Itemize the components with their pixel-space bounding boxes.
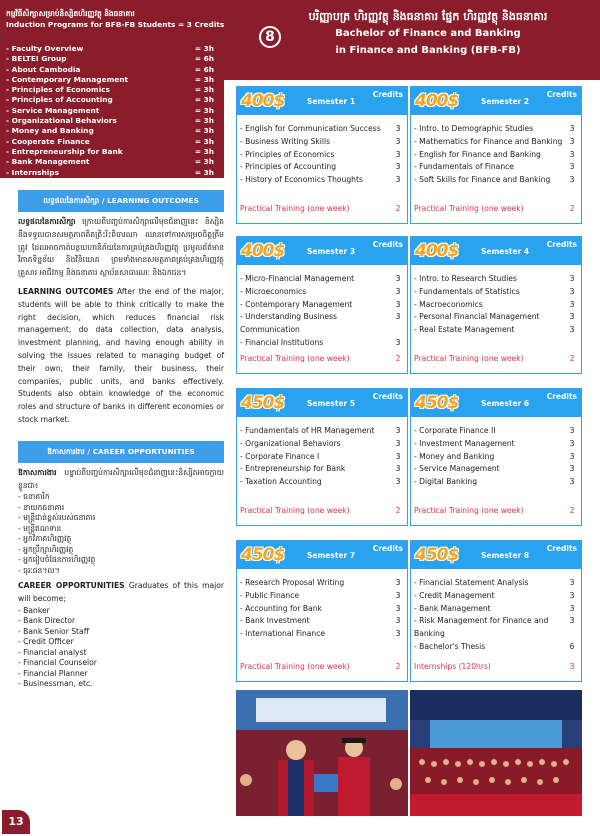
practical-name: Practical Training (one week) bbox=[414, 204, 524, 213]
course-credits: 3 bbox=[395, 590, 401, 600]
learning-outcomes-en bbox=[18, 286, 224, 427]
semester-label: Semester 7 bbox=[307, 550, 356, 560]
course-name: - Bank Investment bbox=[240, 616, 310, 626]
career-en-item: - Credit Officer bbox=[18, 637, 74, 647]
course-row bbox=[240, 337, 405, 350]
practical-name: Practical Training (one week) bbox=[240, 204, 350, 213]
course-row bbox=[240, 438, 405, 451]
semester-label: Semester 2 bbox=[481, 96, 530, 106]
course-row bbox=[240, 273, 405, 286]
credits-header: Credits bbox=[546, 544, 577, 553]
course-credits: 3 bbox=[569, 325, 575, 335]
course-name: - Credit Management bbox=[414, 590, 495, 600]
course-credits: 3 bbox=[395, 477, 401, 487]
induction-title-en: Induction Programs for BFB-FB Students = 3 Credits bbox=[6, 20, 225, 29]
course-credits: 3 bbox=[395, 286, 401, 296]
course-credits: 3 bbox=[395, 162, 401, 172]
course-list bbox=[411, 265, 581, 337]
course-row bbox=[414, 603, 579, 616]
career-kh-item: - អ្នករៀបចំផែនការហិរញ្ញវត្ថុ bbox=[18, 555, 96, 565]
career-kh-item: - មន្ត្រីឥណទាន bbox=[18, 523, 62, 533]
semester-card-7 bbox=[236, 540, 408, 682]
course-credits: 3 bbox=[569, 451, 575, 461]
overview-item-name: - Principles of Accounting bbox=[6, 95, 113, 105]
course-credits: 3 bbox=[569, 477, 575, 487]
course-name: - Accounting for Bank bbox=[240, 603, 322, 613]
course-row bbox=[240, 577, 405, 590]
semester-header bbox=[411, 389, 581, 417]
course-credits: 3 bbox=[395, 175, 401, 185]
credits-header: Credits bbox=[372, 392, 403, 401]
course-credits: 3 bbox=[569, 438, 575, 448]
career-kh-lead: ឱកាសការងារ bbox=[18, 467, 57, 477]
course-credits: 3 bbox=[395, 464, 401, 474]
course-name: - Financial Institutions bbox=[240, 337, 324, 347]
overview-item bbox=[0, 85, 224, 95]
course-credits: 3 bbox=[395, 124, 401, 133]
left-column bbox=[18, 190, 224, 690]
course-credits: 3 bbox=[569, 312, 575, 322]
career-kh-item: - ធនាគារិក bbox=[18, 492, 50, 502]
overview-item-name: - Principles of Economics bbox=[6, 85, 110, 95]
overview-item-hours: = 3h bbox=[194, 167, 214, 177]
course-credits: 3 bbox=[569, 274, 575, 283]
course-credits: 3 bbox=[569, 464, 575, 474]
course-list bbox=[237, 569, 407, 641]
semester-card-4 bbox=[410, 236, 582, 374]
course-credits: 3 bbox=[569, 616, 575, 626]
course-row bbox=[240, 463, 405, 476]
overview-item-name: - Faculty Overview bbox=[6, 44, 84, 53]
course-credits: 3 bbox=[395, 426, 401, 435]
overview-item-hours: = 3h bbox=[194, 95, 214, 105]
course-row bbox=[414, 425, 579, 438]
overview-item-hours: = 3h bbox=[194, 116, 214, 126]
course-name: - Real Estate Management bbox=[414, 325, 515, 335]
overview-item-hours: = 3h bbox=[194, 146, 214, 156]
overview-item-name: - Contemporary Management bbox=[6, 74, 129, 84]
learning-kh-text: ក្រោយពីបញ្ចប់ការសិក្សាលើមុខជំនាញនេះ និស្សិតនឹងទទួលបានសមត្ថភាពគិតត្រិះរិះពិចារណា ឈានទៅការសម្រេចចិត្តត្រឹមត្រូវ ដែលអាចកាត់បន្ថយហានិភ័យនៃការគ្រប់គ្រងហិរញ្ញវត្ថុ ប្រមូលព័ត៌មាន វិភាគទិន្នន័យ និងវិនិយោគ ព្រមទាំងមានសមត្ថភាពគ្រប់គ្រងហិរញ្ញវត្ថុគ្រួសារ អាជីវកម្ម និងធនាគារ ស្ថាប័នសាធារណៈ និងឯកជន។ bbox=[18, 217, 224, 278]
course-credits: 3 bbox=[395, 616, 401, 626]
semester-header bbox=[411, 237, 581, 265]
course-row bbox=[240, 615, 405, 628]
course-row bbox=[240, 136, 405, 149]
course-name: - Bachelor's Thesis bbox=[414, 641, 486, 651]
semester-price: 400$ bbox=[415, 91, 459, 111]
course-credits: 3 bbox=[395, 136, 401, 146]
course-credits: 3 bbox=[395, 274, 401, 283]
course-name: - English for Finance and Banking bbox=[414, 149, 541, 159]
course-name: - English for Communication Success bbox=[240, 124, 381, 133]
overview-item-hours: = 3h bbox=[194, 105, 214, 115]
overview-item-name: - Entrepreneurship for Bank bbox=[6, 146, 123, 156]
course-name: - Service Management bbox=[414, 464, 500, 474]
course-credits: 3 bbox=[569, 299, 575, 309]
course-credits: 3 bbox=[395, 451, 401, 461]
practical-training-row bbox=[240, 662, 405, 671]
semester-card-1 bbox=[236, 86, 408, 224]
career-en-item: - Bank Senior Staff bbox=[18, 626, 89, 636]
overview-item bbox=[0, 106, 224, 116]
course-credits: 3 bbox=[395, 149, 401, 159]
induction-title bbox=[6, 8, 224, 30]
course-name: - Intro. to Research Studies bbox=[414, 274, 517, 283]
credits-header: Credits bbox=[546, 240, 577, 249]
course-row bbox=[414, 438, 579, 451]
course-row bbox=[414, 273, 579, 286]
overview-item bbox=[0, 54, 224, 64]
graduation-ceremony-photo bbox=[236, 690, 408, 816]
course-row bbox=[414, 149, 579, 162]
course-name: - Principles of Accounting bbox=[240, 162, 337, 172]
course-credits: 3 bbox=[569, 590, 575, 600]
page-number: 13 bbox=[2, 810, 30, 834]
career-kh-item: - អ្នកវិភាគហិរញ្ញវត្ថុ bbox=[18, 534, 72, 544]
career-en-lead: CAREER OPPORTUNITIES bbox=[18, 581, 125, 591]
course-row bbox=[240, 590, 405, 603]
course-name: - Research Proposal Writing bbox=[240, 578, 345, 587]
overview-item-hours: = 6h bbox=[194, 64, 214, 74]
program-title bbox=[298, 8, 558, 59]
career-en-item: - Financial Counselor bbox=[18, 658, 97, 668]
course-name: - Fundamentals of HR Management bbox=[240, 426, 375, 435]
overview-item-name: - About Cambodia bbox=[6, 64, 81, 74]
overview-item-name: - Internships bbox=[6, 167, 59, 177]
career-en-intro bbox=[18, 580, 224, 606]
credits-header: Credits bbox=[372, 90, 403, 99]
course-name: - Understanding Business Communication bbox=[240, 312, 338, 335]
course-credits: 3 bbox=[569, 124, 575, 133]
course-name: - Risk Management for Finance and Banking bbox=[414, 616, 549, 639]
course-name: - Principles of Economics bbox=[240, 149, 335, 159]
course-credits: 3 bbox=[569, 149, 575, 159]
credits-header: Credits bbox=[372, 240, 403, 249]
course-row bbox=[240, 476, 405, 489]
course-credits: 3 bbox=[395, 337, 401, 347]
course-credits: 3 bbox=[569, 136, 575, 146]
semester-label: Semester 5 bbox=[307, 398, 356, 408]
credits-header: Credits bbox=[546, 392, 577, 401]
course-row bbox=[414, 463, 579, 476]
overview-item bbox=[0, 168, 224, 178]
course-name: - Fundamentals of Statistics bbox=[414, 286, 520, 296]
overview-item-name: - BELTEI Group bbox=[6, 54, 67, 64]
semester-card-8 bbox=[410, 540, 582, 682]
course-name: - Macroeconomics bbox=[414, 299, 483, 309]
course-credits: 3 bbox=[395, 603, 401, 613]
overview-item-hours: = 6h bbox=[194, 54, 214, 64]
course-list bbox=[237, 265, 407, 350]
course-name: - Investment Management bbox=[414, 438, 515, 448]
overview-item bbox=[0, 126, 224, 136]
course-list bbox=[237, 417, 407, 489]
learning-kh-lead: លទ្ធផលនៃការសិក្សា bbox=[18, 217, 76, 226]
course-name: - Digital Banking bbox=[414, 477, 478, 487]
course-row bbox=[414, 590, 579, 603]
course-name: - Financial Statement Analysis bbox=[414, 578, 529, 587]
course-name: - Fundamentals of Finance bbox=[414, 162, 514, 172]
practical-training-row bbox=[240, 204, 405, 213]
course-row bbox=[414, 476, 579, 489]
overview-item-hours: = 3h bbox=[194, 44, 214, 53]
course-name: - Taxation Accounting bbox=[240, 477, 322, 487]
course-row bbox=[414, 641, 579, 654]
course-list bbox=[237, 115, 407, 187]
induction-title-kh: កម្មវិធីសិក្សាសម្រាប់និស្សិតហិរញ្ញវត្ថុ និងធនាគារ bbox=[6, 9, 135, 18]
practical-credits: 2 bbox=[395, 662, 401, 671]
career-kh-item: - មន្ត្រីជាន់ខ្ពស់របស់ធនាគារ bbox=[18, 513, 96, 523]
practical-name: Internships (120hrs) bbox=[414, 662, 491, 671]
career-kh-text: បន្ទាប់ពីបញ្ចប់ការសិក្សាលើមុខជំនាញនេះនិស្សិតអាចក្លាយខ្លួនជា៖ bbox=[18, 467, 224, 490]
course-row bbox=[240, 286, 405, 299]
course-row bbox=[414, 136, 579, 149]
course-credits: 3 bbox=[569, 286, 575, 296]
career-en-list bbox=[18, 606, 224, 690]
course-list bbox=[411, 417, 581, 489]
practical-training-row bbox=[414, 662, 579, 671]
overview-item-hours: = 3h bbox=[194, 136, 214, 146]
program-number-badge: 8 bbox=[259, 26, 281, 48]
career-kh-intro bbox=[18, 467, 224, 493]
practical-training-row bbox=[240, 354, 405, 363]
practical-training-row bbox=[414, 204, 579, 213]
career-kh-item: - នាយកធនាគារ bbox=[18, 502, 65, 512]
learning-outcomes-title: លទ្ធផលនៃការសិក្សា / LEARNING OUTCOMES bbox=[18, 190, 224, 212]
semester-card-6 bbox=[410, 388, 582, 526]
overview-item bbox=[0, 157, 224, 167]
course-name: - Intro. to Demographic Studies bbox=[414, 124, 534, 133]
semester-header bbox=[237, 237, 407, 265]
semester-price: 450$ bbox=[241, 393, 285, 413]
overview-item-name: - Cooperate Finance bbox=[6, 136, 90, 146]
course-row bbox=[414, 286, 579, 299]
course-credits: 3 bbox=[395, 438, 401, 448]
graduates-group-photo bbox=[410, 690, 582, 816]
career-en-text: Graduates of this major will become; bbox=[18, 581, 224, 604]
course-credits: 3 bbox=[395, 578, 401, 587]
course-row bbox=[240, 425, 405, 438]
course-row bbox=[240, 299, 405, 312]
semester-label: Semester 8 bbox=[481, 550, 530, 560]
course-credits: 3 bbox=[569, 175, 575, 185]
practical-credits: 2 bbox=[569, 506, 575, 515]
overview-item-hours: = 3h bbox=[194, 157, 214, 167]
semester-label: Semester 6 bbox=[481, 398, 530, 408]
semester-label: Semester 4 bbox=[481, 246, 530, 256]
practical-name: Practical Training (one week) bbox=[240, 506, 350, 515]
course-credits: 3 bbox=[395, 312, 401, 322]
course-name: - Microeconomics bbox=[240, 286, 307, 296]
course-credits: 3 bbox=[569, 162, 575, 172]
induction-overview bbox=[0, 34, 224, 178]
career-opportunities-title: ឱកាសការងារ / CAREER OPPORTUNITIES bbox=[18, 441, 224, 463]
course-name: - Money and Banking bbox=[414, 451, 495, 461]
overview-item-name: - Organizational Behaviors bbox=[6, 116, 117, 126]
course-name: - Corporate Finance I bbox=[240, 451, 320, 461]
course-name: - International Finance bbox=[240, 629, 326, 639]
course-list bbox=[411, 569, 581, 654]
course-credits: 3 bbox=[569, 603, 575, 613]
overview-item-hours: = 3h bbox=[194, 126, 214, 136]
course-row bbox=[414, 324, 579, 337]
course-name: - History of Economics Thoughts bbox=[240, 175, 363, 185]
overview-item bbox=[0, 65, 224, 75]
semester-price: 400$ bbox=[241, 241, 285, 261]
course-row bbox=[240, 311, 405, 337]
course-credits: 3 bbox=[569, 578, 575, 587]
course-credits: 3 bbox=[395, 299, 401, 309]
semester-label: Semester 3 bbox=[307, 246, 356, 256]
career-en-item: - Bank Director bbox=[18, 616, 76, 626]
course-name: - Entrepreneurship for Bank bbox=[240, 464, 346, 474]
career-en-item: - Businessman, etc. bbox=[18, 679, 93, 689]
overview-item bbox=[0, 75, 224, 85]
learning-en-lead: LEARNING OUTCOMES bbox=[18, 286, 114, 296]
course-name: - Business Writing Skills bbox=[240, 136, 331, 146]
course-row bbox=[414, 615, 579, 641]
overview-item bbox=[0, 147, 224, 157]
practical-credits: 2 bbox=[569, 354, 575, 363]
semester-price: 450$ bbox=[415, 393, 459, 413]
practical-name: Practical Training (one week) bbox=[414, 506, 524, 515]
practical-name: Practical Training (one week) bbox=[414, 354, 524, 363]
course-name: - Micro-Financial Management bbox=[240, 274, 355, 283]
course-list bbox=[411, 115, 581, 187]
course-row bbox=[414, 174, 579, 187]
course-name: - Mathematics for Finance and Banking bbox=[414, 136, 563, 146]
career-en-item: - Banker bbox=[18, 605, 50, 615]
course-row bbox=[414, 299, 579, 312]
course-row bbox=[240, 628, 405, 641]
practical-name: Practical Training (one week) bbox=[240, 662, 350, 671]
semester-card-5 bbox=[236, 388, 408, 526]
semester-price: 450$ bbox=[415, 545, 459, 565]
course-credits: 3 bbox=[569, 426, 575, 435]
overview-item bbox=[0, 44, 224, 54]
course-row bbox=[414, 161, 579, 174]
semester-header bbox=[411, 541, 581, 569]
course-row bbox=[240, 603, 405, 616]
practical-training-row bbox=[240, 506, 405, 515]
semester-price: 450$ bbox=[241, 545, 285, 565]
program-title-en-1: Bachelor of Finance and Banking bbox=[335, 28, 521, 39]
semester-header bbox=[411, 87, 581, 115]
overview-item-name: - Service Management bbox=[6, 105, 100, 115]
course-row bbox=[414, 123, 579, 136]
career-en-item: - Financial analyst bbox=[18, 647, 87, 657]
semester-card-3 bbox=[236, 236, 408, 374]
course-name: - Corporate Finance II bbox=[414, 426, 496, 435]
course-row bbox=[240, 161, 405, 174]
course-row bbox=[414, 311, 579, 324]
course-row bbox=[240, 174, 405, 187]
semester-card-2 bbox=[410, 86, 582, 224]
practical-credits: 3 bbox=[569, 662, 575, 671]
program-title-kh: បរិញ្ញាបត្រ ហិរញ្ញវត្ថុ និងធនាគារ ផ្នែក ហិរញ្ញវត្ថុ និងធនាគារ bbox=[308, 10, 548, 23]
semester-label: Semester 1 bbox=[307, 96, 356, 106]
semester-price: 400$ bbox=[241, 91, 285, 111]
course-row bbox=[240, 451, 405, 464]
career-kh-list bbox=[18, 492, 224, 576]
career-en-item: - Financial Planner bbox=[18, 668, 88, 678]
course-name: - Contemporary Management bbox=[240, 299, 353, 309]
overview-item bbox=[0, 95, 224, 105]
career-kh-item: - ធុរៈជន។ល។ bbox=[18, 565, 60, 575]
practical-credits: 2 bbox=[569, 204, 575, 213]
practical-name: Practical Training (one week) bbox=[240, 354, 350, 363]
practical-training-row bbox=[414, 506, 579, 515]
course-name: - Soft Skills for Finance and Banking bbox=[414, 175, 551, 185]
practical-training-row bbox=[414, 354, 579, 363]
overview-item-hours: = 3h bbox=[194, 85, 214, 95]
overview-item bbox=[0, 116, 224, 126]
course-name: - Organizational Behaviors bbox=[240, 438, 341, 448]
practical-credits: 2 bbox=[395, 354, 401, 363]
practical-credits: 2 bbox=[395, 506, 401, 515]
credits-header: Credits bbox=[546, 90, 577, 99]
learning-outcomes-kh bbox=[18, 216, 224, 280]
course-name: - Personal Financial Management bbox=[414, 312, 540, 322]
course-row bbox=[414, 577, 579, 590]
program-title-en-2: in Finance and Banking (BFB-FB) bbox=[335, 45, 521, 56]
overview-item-name: - Money and Banking bbox=[6, 126, 94, 136]
semester-header bbox=[237, 87, 407, 115]
credits-header: Credits bbox=[372, 544, 403, 553]
learning-en-text: After the end of the major, students will be able to think critically to make the right decision, which reduces financial risk management, do data collection, data analysis, investment planning, and having enough ability in solving the issues related to managing budget of their own, their family, their business, their companies, public units, and banks effectively. Students also obtain knowledge of the economic roles and structure of banks in different economies or stock market. bbox=[18, 286, 224, 424]
course-row bbox=[240, 149, 405, 162]
semester-header bbox=[237, 541, 407, 569]
semester-header bbox=[237, 389, 407, 417]
overview-item bbox=[0, 137, 224, 147]
overview-item-name: - Bank Management bbox=[6, 157, 90, 167]
career-kh-item: - អ្នកប្រឹក្សាហិរញ្ញវត្ថុ bbox=[18, 544, 74, 554]
overview-item-hours: = 3h bbox=[194, 74, 214, 84]
course-row bbox=[240, 123, 405, 136]
course-name: - Bank Management bbox=[414, 603, 491, 613]
semester-price: 400$ bbox=[415, 241, 459, 261]
course-credits: 6 bbox=[569, 641, 575, 651]
course-name: - Public Finance bbox=[240, 590, 300, 600]
practical-credits: 2 bbox=[395, 204, 401, 213]
course-row bbox=[414, 451, 579, 464]
course-credits: 3 bbox=[395, 629, 401, 639]
